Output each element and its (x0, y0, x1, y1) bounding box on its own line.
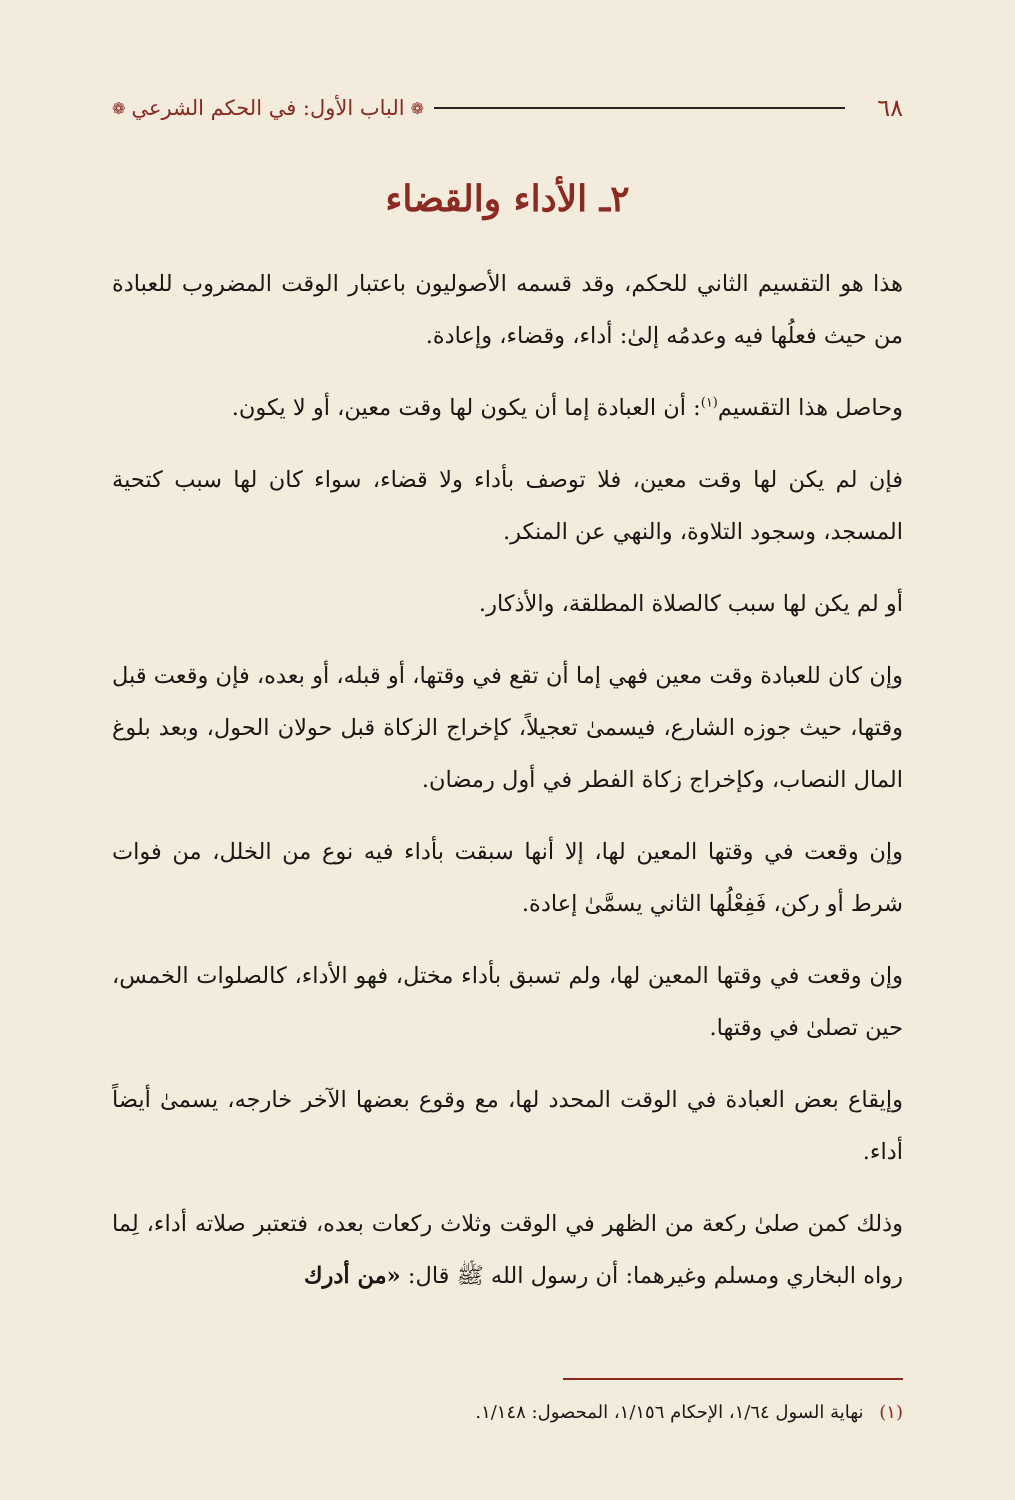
paragraph-7: وإن وقعت في وقتها المعين لها، ولم تسبق بأداء مختل، فهو الأداء، كالصلوات الخمس، حين تصلىٰ في وقتها. (112, 963, 903, 1041)
body-text (112, 258, 903, 1320)
chapter-title: الباب الأول: في الحكم الشرعي (131, 96, 405, 120)
hadith-start: «من أدرك (303, 1263, 401, 1289)
header-rule (434, 107, 845, 109)
paragraph-1: هذا هو التقسيم الثاني للحكم، وقد قسمه الأصوليون باعتبار الوقت المضروب للعبادة من حيث فعلُها فيه وعدمُه إلىٰ: أداء، وقضاء، وإعادة. (112, 271, 903, 349)
footnote-rule (563, 1378, 903, 1380)
paragraph-9 (112, 1198, 903, 1302)
paragraph-8: وإيقاع بعض العبادة في الوقت المحدد لها، مع وقوع بعضها الآخر خارجه، يسمىٰ أيضاً أداء. (112, 1087, 903, 1165)
footnote-number: (١) (879, 1402, 903, 1423)
paragraph-2-start: وحاصل هذا التقسيم (717, 395, 903, 421)
ornament-left-icon: ❁ (112, 98, 126, 118)
ornament-right-icon: ❁ (410, 98, 425, 118)
header-title-group (112, 96, 424, 120)
section-title: ٢ـ الأداء والقضاء (385, 178, 630, 220)
footnote (112, 1398, 903, 1428)
paragraph-4: أو لم يكن لها سبب كالصلاة المطلقة، والأذكار. (478, 591, 903, 617)
page-number: ٦٨ (877, 94, 903, 122)
paragraph-5: وإن كان للعبادة وقت معين فهي إما أن تقع في وقتها، أو قبله، أو بعده، فإن وقعت قبل وقتها، حيث جوزه الشارع، فيسمىٰ تعجيلاً، كإخراج الزكاة قبل حولان الحول، وبعد بلوغ المال النصاب، وكإخراج زكاة الفطر في أول رمضان. (112, 663, 903, 793)
running-header (112, 88, 903, 128)
paragraph-2 (112, 382, 903, 434)
paragraph-6: وإن وقعت في وقتها المعين لها، إلا أنها سبقت بأداء فيه نوع من الخلل، من فوات شرط أو ركن، فَفِعْلُها الثاني يسمَّىٰ إعادة. (112, 839, 903, 917)
footnote-reference[interactable]: (١) (700, 395, 718, 411)
paragraph-3: فإن لم يكن لها وقت معين، فلا توصف بأداء ولا قضاء، سواء كان لها سبب كتحية المسجد، وسجود التلاوة، والنهي عن المنكر. (112, 467, 903, 545)
footnote-text: نهاية السول ١/٦٤، الإحكام ١/١٥٦، المحصول: ١/١٤٨. (475, 1402, 864, 1423)
paragraph-9-text: وذلك كمن صلىٰ ركعة من الظهر في الوقت وثلاث ركعات بعده، فتعتبر صلاته أداء، لِما رواه البخاري ومسلم وغيرهما: أن رسول الله ﷺ قال: (112, 1211, 903, 1289)
paragraph-2-end: : أن العبادة إما أن يكون لها وقت معين، أو لا يكون. (231, 395, 701, 421)
